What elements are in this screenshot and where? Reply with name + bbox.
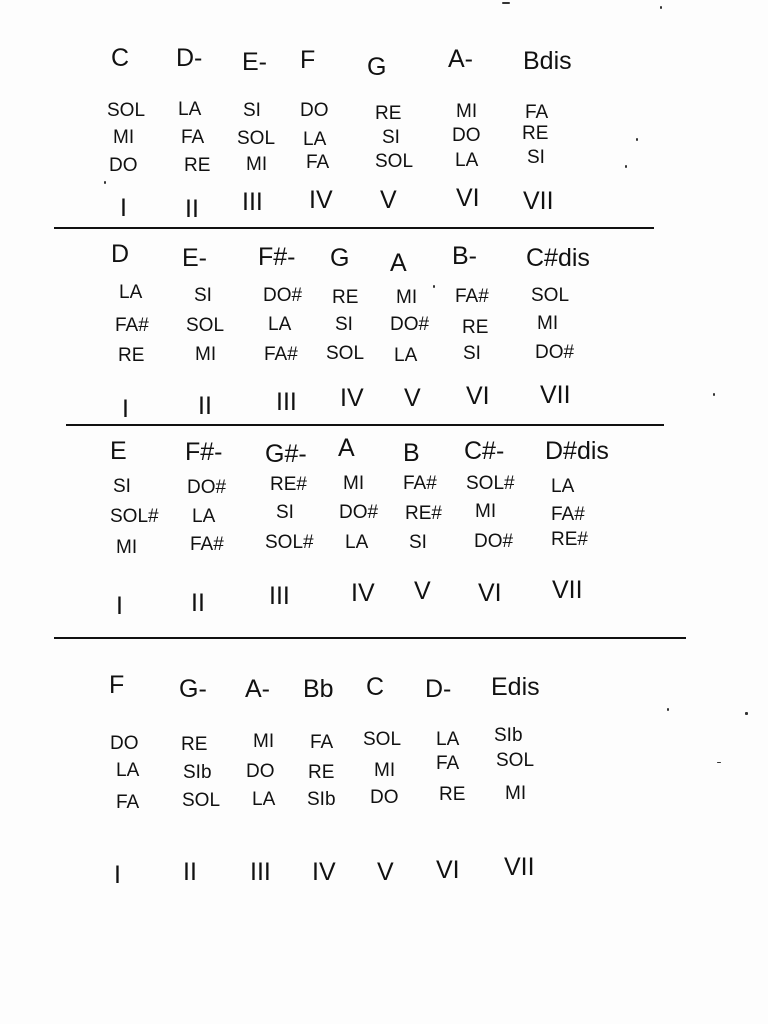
chord-note: LA	[252, 789, 276, 810]
chord-label: Edis	[491, 673, 540, 701]
degree-numeral: V	[377, 858, 394, 886]
chord-label: C#-	[464, 437, 505, 465]
chord-label: G-	[179, 675, 207, 703]
chord-note: FA	[116, 792, 140, 813]
chord-note: RE#	[405, 503, 442, 524]
degree-numeral: I	[122, 395, 129, 423]
chord-note: RE	[522, 123, 549, 144]
chord-note: SI	[463, 343, 481, 364]
chord-label: C#dis	[526, 244, 590, 272]
chord-note: SOL	[496, 750, 535, 771]
chord-note: SI	[335, 314, 353, 335]
chord-note: FA#	[403, 473, 437, 494]
chord-note: MI	[505, 783, 527, 804]
chord-note: FA#	[455, 286, 489, 307]
chord-label: B	[403, 439, 420, 467]
chord-label: G	[367, 53, 387, 81]
chord-note: SIb	[183, 762, 212, 783]
degree-numeral: VI	[478, 579, 502, 607]
chord-note: MI	[113, 127, 135, 148]
degree-numeral: III	[250, 858, 271, 886]
chord-note: RE#	[270, 474, 307, 495]
chord-label: E-	[242, 48, 267, 76]
degree-numeral: VII	[504, 853, 535, 881]
chord-note: SOL	[531, 285, 570, 306]
chord-note: RE	[118, 345, 145, 366]
scan-speck	[667, 708, 669, 711]
chord-note: RE	[332, 287, 359, 308]
section-divider	[54, 227, 654, 229]
chord-label: Bb	[303, 675, 334, 703]
chord-note: DO#	[390, 314, 430, 335]
degree-numeral: VII	[540, 381, 571, 409]
scan-speck	[717, 762, 721, 763]
chord-note: LA	[394, 345, 418, 366]
chord-note: SOL	[326, 343, 365, 364]
chord-note: FA	[436, 753, 460, 774]
chord-note: LA	[119, 282, 143, 303]
degree-numeral: VI	[466, 382, 490, 410]
chord-label: A-	[448, 45, 473, 73]
chord-note: RE	[181, 734, 208, 755]
chord-label: D-	[425, 675, 452, 703]
chord-note: DO	[246, 761, 275, 782]
section-divider	[54, 637, 686, 639]
chord-label: D-	[176, 44, 203, 72]
degree-numeral: VI	[456, 184, 480, 212]
degree-numeral: IV	[340, 384, 364, 412]
chord-note: MI	[343, 473, 365, 494]
chord-note: DO	[370, 787, 399, 808]
chord-note: RE	[439, 784, 466, 805]
chord-note: DO#	[263, 285, 303, 306]
chord-note: FA#	[551, 504, 585, 525]
degree-numeral: V	[414, 577, 431, 605]
chord-note: FA	[306, 152, 330, 173]
degree-numeral: VII	[523, 187, 554, 215]
chord-note: SOL	[237, 128, 276, 149]
chord-note: MI	[374, 760, 396, 781]
chord-note: SI	[194, 285, 212, 306]
chord-note: FA	[525, 102, 549, 123]
chord-label: F#-	[185, 438, 223, 466]
chord-note: MI	[195, 344, 217, 365]
chord-note: RE	[375, 103, 402, 124]
chord-note: SOL	[363, 729, 402, 750]
degree-numeral: I	[120, 194, 127, 222]
degree-numeral: II	[191, 589, 205, 617]
scan-speck	[433, 285, 435, 288]
chord-note: DO	[452, 125, 481, 146]
degree-numeral: IV	[312, 858, 336, 886]
scan-speck	[636, 138, 638, 141]
degree-numeral: III	[269, 582, 290, 610]
chord-note: DO#	[474, 531, 514, 552]
scan-speck	[625, 165, 627, 168]
chord-note: MI	[456, 101, 478, 122]
degree-numeral: IV	[351, 579, 375, 607]
degree-numeral: III	[276, 388, 297, 416]
chord-note: SOL	[186, 315, 225, 336]
chord-label: F	[300, 46, 316, 74]
chord-note: FA	[310, 732, 334, 753]
chord-note: SIb	[307, 789, 336, 810]
chord-note: LA	[178, 99, 202, 120]
chord-note: LA	[345, 532, 369, 553]
chord-note: LA	[455, 150, 479, 171]
chord-label: F	[109, 671, 125, 699]
chord-label: Bdis	[523, 47, 572, 75]
degree-numeral: II	[183, 858, 197, 886]
chord-note: SOL#	[110, 506, 159, 527]
chord-label: G	[330, 244, 350, 272]
degree-numeral: II	[185, 195, 199, 223]
chord-note: FA#	[264, 344, 298, 365]
chord-label: C	[366, 673, 385, 701]
chord-note: DO#	[535, 342, 575, 363]
chord-label: C	[111, 44, 130, 72]
degree-numeral: VII	[552, 576, 583, 604]
section-divider	[66, 424, 664, 426]
chord-note: LA	[116, 760, 140, 781]
chord-label: A-	[245, 675, 270, 703]
scan-speck	[104, 181, 106, 184]
degree-numeral: V	[404, 384, 421, 412]
chord-label: B-	[452, 242, 477, 270]
chord-note: SIb	[494, 725, 523, 746]
chord-note: SOL#	[466, 473, 515, 494]
chord-note: SI	[113, 476, 131, 497]
chord-label: E	[110, 437, 127, 465]
chord-note: LA	[436, 729, 460, 750]
chord-note: FA#	[115, 315, 149, 336]
degree-numeral: II	[198, 392, 212, 420]
scan-speck	[713, 393, 715, 396]
chord-note: MI	[116, 537, 138, 558]
chord-note: RE	[184, 155, 211, 176]
degree-numeral: V	[380, 186, 397, 214]
chord-note: DO#	[339, 502, 379, 523]
chord-label: D	[111, 240, 130, 268]
chord-note: MI	[253, 731, 275, 752]
chord-note: MI	[246, 154, 268, 175]
chord-note: SOL	[182, 790, 221, 811]
chord-note: MI	[475, 501, 497, 522]
chord-note: DO	[109, 155, 138, 176]
chord-label: A	[390, 249, 407, 277]
scan-speck	[745, 712, 748, 715]
chord-label: E-	[182, 244, 207, 272]
chord-label: G#-	[265, 440, 307, 468]
scan-speck	[502, 2, 510, 4]
chord-note: LA	[303, 129, 327, 150]
degree-numeral: III	[242, 188, 263, 216]
chord-note: SOL#	[265, 532, 314, 553]
chord-note: RE	[308, 762, 335, 783]
chord-note: SI	[382, 127, 400, 148]
chord-note: MI	[537, 313, 559, 334]
chord-note: RE	[462, 317, 489, 338]
chord-note: FA#	[190, 534, 224, 555]
chord-note: SI	[527, 147, 545, 168]
degree-numeral: VI	[436, 856, 460, 884]
chord-label: A	[338, 434, 355, 462]
chord-note: SI	[243, 100, 261, 121]
chord-note: DO	[300, 100, 329, 121]
chord-note: LA	[551, 476, 575, 497]
degree-numeral: I	[114, 861, 121, 889]
chord-label: F#-	[258, 243, 296, 271]
chord-note: SI	[276, 502, 294, 523]
chord-note: MI	[396, 287, 418, 308]
chord-note: SOL	[107, 100, 146, 121]
degree-numeral: IV	[309, 186, 333, 214]
chord-label: D#dis	[545, 437, 609, 465]
chord-note: DO	[110, 733, 139, 754]
chord-note: DO#	[187, 477, 227, 498]
chord-note: FA	[181, 127, 205, 148]
scan-speck	[660, 6, 662, 9]
degree-numeral: I	[116, 592, 123, 620]
chord-note: SI	[409, 532, 427, 553]
chord-note: LA	[192, 506, 216, 527]
chord-note: SOL	[375, 151, 414, 172]
chord-note: LA	[268, 314, 292, 335]
chord-note: RE#	[551, 529, 588, 550]
